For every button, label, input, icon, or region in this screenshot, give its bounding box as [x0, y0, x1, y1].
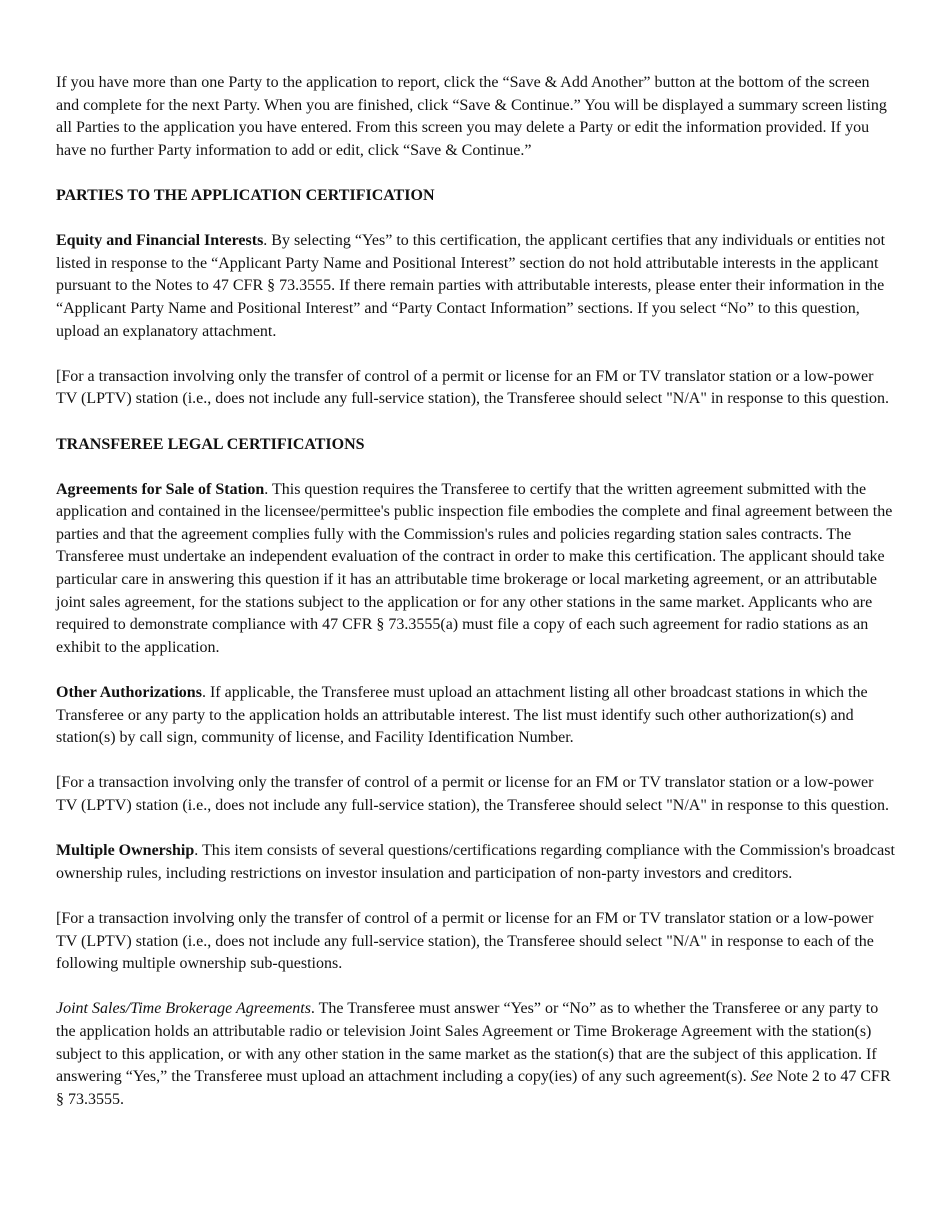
joint-sales-reference: Note 2 to 47 CFR § 73.3555. — [56, 1068, 891, 1108]
agreements-sale-paragraph — [56, 479, 896, 660]
intro-paragraph: If you have more than one Party to the application to report, click the “Save & Add Another” button at the bottom of the screen and complete for the next Party. When you are finished, click “Save & Continue.” You will be displayed a summary screen listing all Parties to the application you have entered. From this screen you may delete a Party or edit the information provided. If you have no further Party information to add or edit, click “Save & Continue.” — [56, 74, 887, 159]
lptv-note-other-paragraph: [For a transaction involving only the transfer of control of a permit or license for an FM or TV translator station or a low-power TV (LPTV) station (i.e., does not include any full-service station), the Transferee should select "N/A" in response to this question. — [56, 774, 890, 814]
joint-sales-paragraph — [56, 998, 896, 1111]
multiple-ownership-paragraph — [56, 840, 896, 885]
other-authorizations-title: Other Authorizations — [56, 684, 202, 702]
other-authorizations-text: . If applicable, the Transferee must upload an attachment listing all other broadcast stations in which the Transferee or any party to the application holds an attributable interest. The list must identify such other authorization(s) and station(s) by call sign, community of license, and Facility Identification Number. — [56, 684, 868, 747]
lptv-note-paragraph: [For a transaction involving only the transfer of control of a permit or license for an FM or TV translator station or a low-power TV (LPTV) station (i.e., does not include any full-service station), the Transferee should select "N/A" in response to this question. — [56, 367, 890, 408]
joint-sales-text: . The Transferee must answer “Yes” or “No” as to whether the Transferee or any party to the application holds an attributable radio or television Joint Sales Agreement or Time Brokerage Agreement with the station(s) subject to this application, or with any other station in the same market as the station(s) that are the subject of this application. If answering “Yes,” the Transferee must upload an attachment including a copy(ies) of any such agreement(s). — [56, 1000, 879, 1086]
section-heading-transferee-legal: TRANSFEREE LEGAL CERTIFICATIONS — [56, 435, 365, 453]
equity-financial-interests-paragraph — [56, 230, 896, 343]
equity-financial-interests-text: . By selecting “Yes” to this certification, the applicant certifies that any individuals or entities not listed in response to the “Applicant Party Name and Positional Interest” section do not hold attributable interests in the applicant pursuant to the Notes to 47 CFR § 73.3555. If there remain parties with attributable interests, please enter their information in the “Applicant Party Name and Positional Interest” and “Party Contact Information” sections. If you select “No” to this question, upload an explanatory attachment. — [56, 232, 886, 340]
document-page — [56, 72, 896, 1134]
equity-financial-interests-title: Equity and Financial Interests — [56, 232, 264, 250]
lptv-note-multiple-paragraph: [For a transaction involving only the transfer of control of a permit or license for an FM or TV translator station or a low-power TV (LPTV) station (i.e., does not include any full-service station), the Transferee should select "N/A" in response to each of the following multiple ownership sub-questions. — [56, 909, 874, 973]
other-authorizations-paragraph — [56, 682, 896, 750]
joint-sales-title: Joint Sales/Time Brokerage Agreements — [56, 1000, 311, 1018]
agreements-sale-text: . This question requires the Transferee to certify that the written agreement submitted with the application and contained in the licensee/permittee's public inspection file embodies the complete and final agreement between the parties and that the agreement complies fully with the Commission's rules and policies regarding station sales contracts. The Transferee must undertake an independent evaluation of the contract in order to make this certification. The applicant should take particular care in answering this question if it has an attributable time brokerage or local marketing agreement, or an attributable joint sales agreement, for the stations subject to the application or for any other stations in the same market. Applicants who are required to demonstrate compliance with 47 CFR § 73.3555(a) must file a copy of each such agreement for radio stations as an exhibit to the application. — [56, 480, 893, 656]
joint-sales-see: See — [750, 1068, 773, 1086]
multiple-ownership-text: . This item consists of several questions/certifications regarding compliance with the Commission's broadcast ownership rules, including restrictions on investor insulation and participation of non-party investors and creditors. — [56, 842, 895, 882]
agreements-sale-title: Agreements for Sale of Station — [56, 480, 265, 498]
section-heading-parties-certification: PARTIES TO THE APPLICATION CERTIFICATION — [56, 186, 435, 204]
multiple-ownership-title: Multiple Ownership — [56, 842, 195, 860]
